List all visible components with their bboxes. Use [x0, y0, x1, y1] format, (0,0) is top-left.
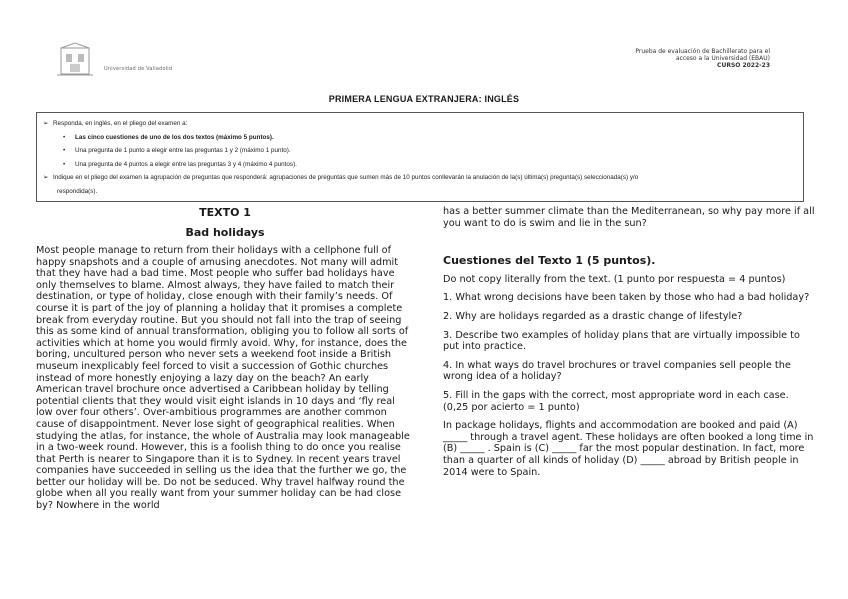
- exam-header-line: Prueba de evaluación de Bachillerato para el: [635, 48, 770, 55]
- instruction-bullet: Una pregunta de 1 punto a elegir entre las preguntas 1 y 2 (máximo 1 punto).: [75, 147, 291, 154]
- page-title: PRIMERA LENGUA EXTRANJERA: INGLÉS: [328, 94, 520, 104]
- text-heading: Bad holidays: [185, 226, 265, 239]
- instruction-line: respondida(s).: [57, 187, 98, 195]
- exam-course-year: CURSO 2022-23: [717, 62, 770, 69]
- arrow-bullet-icon: ➢: [43, 174, 49, 181]
- exam-header-line: acceso a la Universidad (EBAU): [675, 55, 770, 62]
- university-seal-icon: [52, 42, 98, 78]
- bullet-icon: •: [63, 133, 66, 141]
- questions-instruction: Do not copy literally from the text. (1 punto por respuesta = 4 puntos): [443, 273, 786, 285]
- instruction-line: Responda, en inglés, en el pliego del examen a:: [53, 120, 188, 127]
- question-item: 1. What wrong decisions have been taken by those who had a bad holiday?: [443, 292, 810, 304]
- text-body: Most people manage to return from their holidays with a cellphone full of happy snapshots and a couple of amusing anecdotes. Not many will admit that they have had a bad time. Most people who suffer bad holidays have only themselves to blame. Almost always, they have failed to match their destination, or type of holiday, close enough with their family’s needs. Of course it is part of the joy of planning a holiday that it promises a complete break from everyday routine. But you should not fall into the trap of seeing this as some kind of annual transformation, obliging you to follow all sorts of activities which at home you would firmly avoid. Why, for instance, does the boring, uncultured person who never sets a weekend foot inside a British museum inexplicably feel forced to visit a succession of Gothic churches instead of more honestly enjoying a lazy day on the beach? An early American travel brochure once advertised a Caribbean holiday by telling potential clients that they would visit eight islands in 10 days and ‘fly real low over four others’. Over-ambitious programmes are another common cause of disappointment. Never lose sight of geographical realities. When studying the atlas, for instance, the whole of Australia may look manageable in a two-week round. However, this is a foolish thing to do once you realise that Perth is nearer to Singapore than it is to Sydney. In recent years travel companies have succeeded in selling us the idea that the further we go, the better our holiday will be. Do not be seduced. Why travel halfway round the globe when all you really want from your summer holiday can be had close by? Nowhere in the world: [36, 245, 410, 512]
- text-body-continuation: has a better summer climate than the Mediterranean, so why pay more if all you want to do is swim and lie in the sun?: [443, 206, 815, 229]
- instructions-box: [36, 112, 804, 202]
- instruction-line: Indique en el pliego del examen la agrupación de preguntas que responderá: agrupaciones de preguntas que sumen más de 10 puntos conllevarán la anulación de la(s) última(s) pregunta(s) seleccionada(s) y/o: [53, 174, 639, 181]
- instruction-bullet: Las cinco cuestiones de uno de los dos textos (máximo 5 puntos).: [75, 133, 274, 141]
- logo-text: Universidad de Valladolid: [104, 66, 173, 72]
- questions-title: Cuestiones del Texto 1 (5 puntos).: [443, 254, 656, 268]
- question-item: 4. In what ways do travel brochures or travel companies sell people the wrong idea of a holiday?: [443, 359, 791, 383]
- text-column-left: [36, 206, 414, 512]
- university-logo: [52, 42, 173, 80]
- instruction-bullet: Una pregunta de 4 puntos a elegir entre las preguntas 3 y 4 (máximo 4 puntos).: [75, 160, 297, 168]
- bullet-icon: •: [63, 147, 66, 154]
- text-label: TEXTO 1: [199, 206, 251, 219]
- exam-header-info: [600, 48, 770, 69]
- text-column-right: [443, 206, 815, 478]
- question-item: 3. Describe two examples of holiday plans that are virtually impossible to put into practice.: [443, 329, 800, 353]
- question-item: 2. Why are holidays regarded as a drastic change of lifestyle?: [443, 310, 743, 322]
- bullet-icon: •: [63, 160, 66, 168]
- question-item: 5. Fill in the gaps with the correct, most appropriate word in each case. (0,25 por acierto = 1 punto): [443, 389, 789, 413]
- gap-fill-text: In package holidays, flights and accommodation are booked and paid (A) _____ through a travel agent. These holidays are often booked a long time in (B) _____ . Spain is (C) _____ far the most popular destination. In fact, more than a quarter of all kinds of holiday (D) _____ abroad by British people in 2014 were to Spain.: [443, 420, 814, 478]
- arrow-bullet-icon: ➢: [43, 120, 49, 127]
